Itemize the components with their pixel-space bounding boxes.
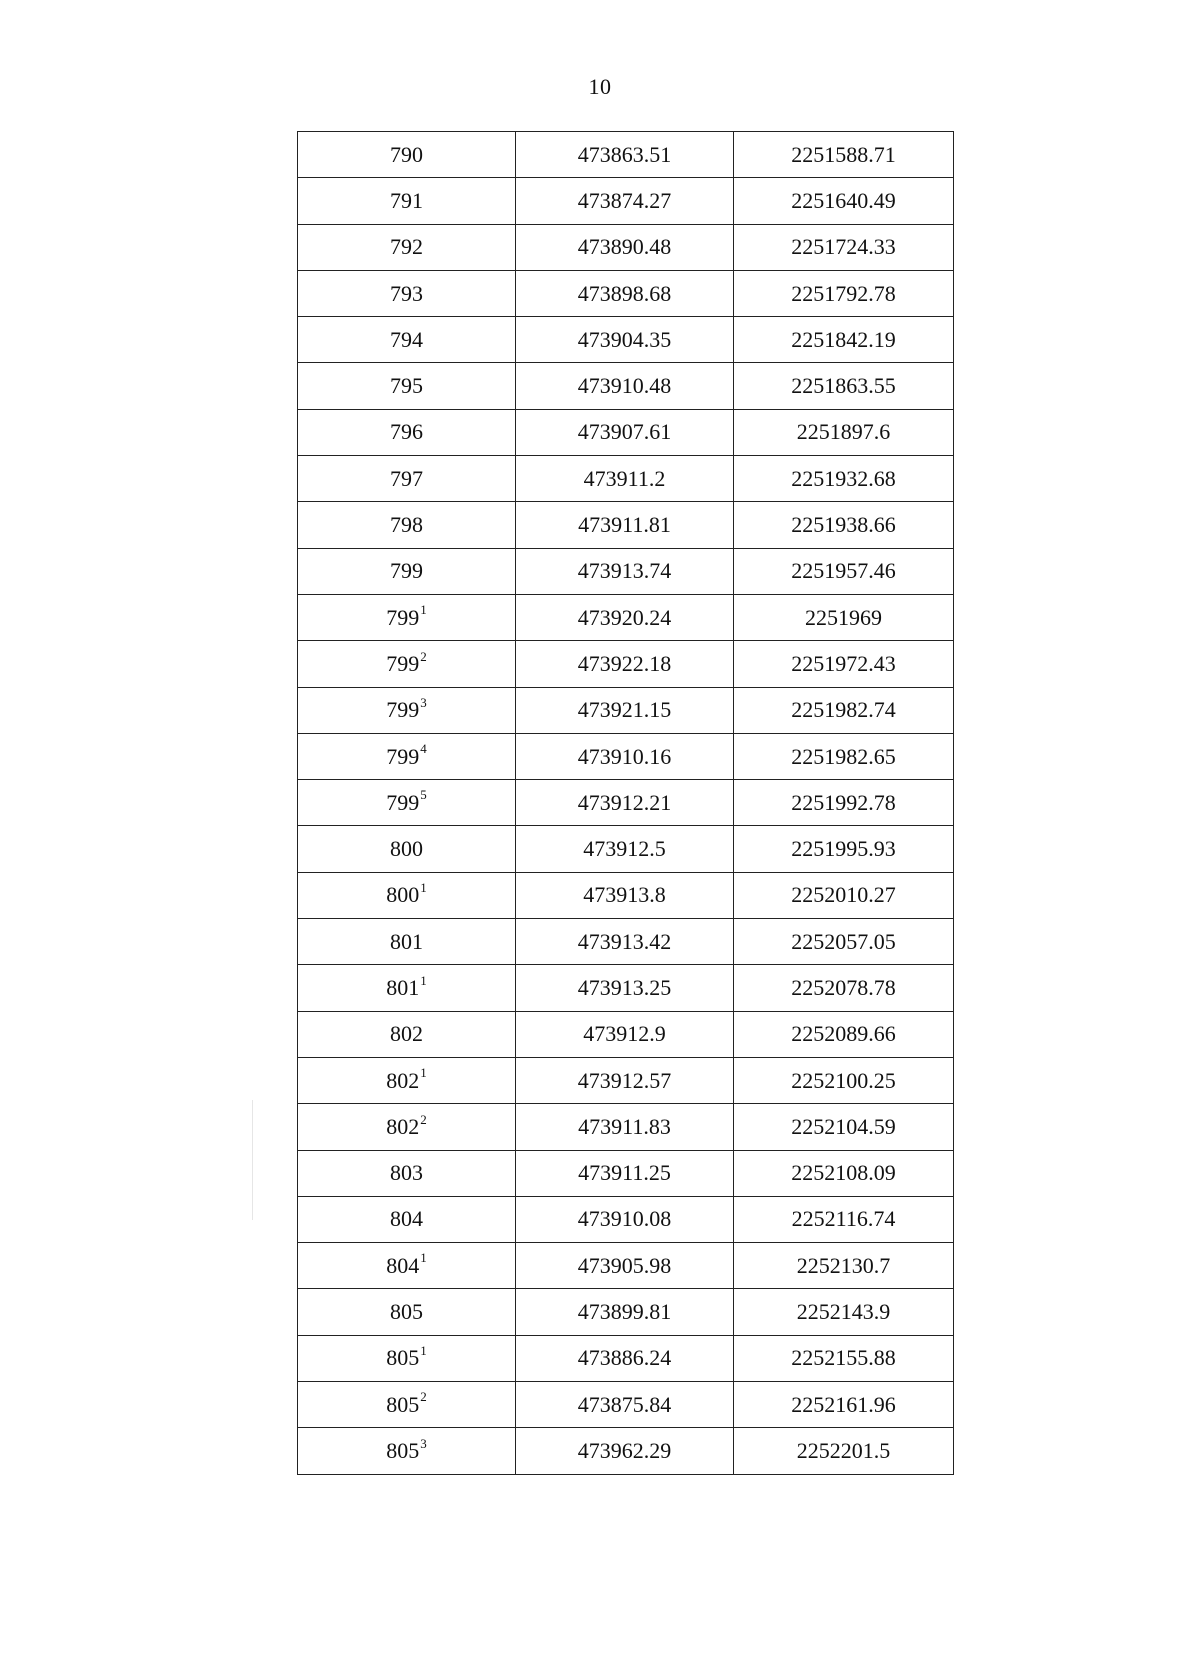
point-number-cell [298,502,516,548]
table-row [298,965,954,1011]
y-coordinate-cell: 2252155.88 [734,1335,954,1381]
point-number-cell [298,1335,516,1381]
x-coordinate-cell: 473863.51 [516,132,734,178]
x-coordinate-cell: 473890.48 [516,224,734,270]
y-coordinate-cell: 2252100.25 [734,1057,954,1103]
point-number: 799 [386,604,420,630]
table-row [298,687,954,733]
point-number: 800 [386,882,420,908]
y-coordinate-cell: 2251957.46 [734,548,954,594]
point-number: 794 [390,326,423,352]
point-number-cell [298,826,516,872]
y-coordinate-cell: 2251982.65 [734,733,954,779]
y-coordinate-cell: 2252078.78 [734,965,954,1011]
point-number: 799 [386,650,420,676]
point-number: 799 [386,789,420,815]
table-row [298,1382,954,1428]
table-row [298,872,954,918]
x-coordinate-cell: 473912.5 [516,826,734,872]
point-suffix: 2 [420,1111,427,1127]
y-coordinate-cell: 2251972.43 [734,641,954,687]
point-number: 804 [390,1206,423,1232]
point-number-cell [298,1150,516,1196]
table-row [298,409,954,455]
table-row [298,1428,954,1474]
table-row [298,780,954,826]
coordinates-table-body [298,132,954,1475]
table-row [298,919,954,965]
point-number: 801 [386,974,420,1000]
table-row [298,270,954,316]
y-coordinate-cell: 2252104.59 [734,1104,954,1150]
point-number: 805 [386,1345,420,1371]
y-coordinate-cell: 2252057.05 [734,919,954,965]
x-coordinate-cell: 473912.57 [516,1057,734,1103]
y-coordinate-cell: 2252143.9 [734,1289,954,1335]
x-coordinate-cell: 473920.24 [516,594,734,640]
point-number-cell [298,1382,516,1428]
point-number-cell [298,317,516,363]
point-suffix: 1 [420,880,427,896]
y-coordinate-cell: 2251842.19 [734,317,954,363]
point-number-cell [298,1104,516,1150]
point-suffix: 1 [420,1065,427,1081]
point-number: 799 [386,743,420,769]
point-number: 799 [386,697,420,723]
table-row [298,1243,954,1289]
point-number-cell [298,733,516,779]
table-row [298,1011,954,1057]
y-coordinate-cell: 2251588.71 [734,132,954,178]
x-coordinate-cell: 473874.27 [516,178,734,224]
x-coordinate-cell: 473911.25 [516,1150,734,1196]
point-number: 792 [390,234,423,260]
table-row [298,1289,954,1335]
x-coordinate-cell: 473886.24 [516,1335,734,1381]
point-number: 801 [390,928,423,954]
x-coordinate-cell: 473910.08 [516,1196,734,1242]
point-number-cell [298,363,516,409]
point-number-cell [298,1428,516,1474]
table-row [298,1057,954,1103]
point-number-cell [298,687,516,733]
x-coordinate-cell: 473912.21 [516,780,734,826]
point-number: 796 [390,419,423,445]
point-number-cell [298,1057,516,1103]
point-suffix: 1 [420,602,427,618]
table-row [298,1335,954,1381]
table-row [298,826,954,872]
point-number-cell [298,780,516,826]
x-coordinate-cell: 473905.98 [516,1243,734,1289]
x-coordinate-cell: 473907.61 [516,409,734,455]
point-number: 793 [390,280,423,306]
y-coordinate-cell: 2252161.96 [734,1382,954,1428]
table-row [298,548,954,594]
point-suffix: 1 [420,972,427,988]
y-coordinate-cell: 2252089.66 [734,1011,954,1057]
x-coordinate-cell: 473913.42 [516,919,734,965]
x-coordinate-cell: 473911.83 [516,1104,734,1150]
point-suffix: 2 [420,648,427,664]
scan-edge-line [252,1100,253,1220]
y-coordinate-cell: 2251995.93 [734,826,954,872]
y-coordinate-cell: 2252010.27 [734,872,954,918]
table-row [298,363,954,409]
table-row [298,1150,954,1196]
y-coordinate-cell: 2251992.78 [734,780,954,826]
point-number-cell [298,1289,516,1335]
table-row [298,178,954,224]
y-coordinate-cell: 2252108.09 [734,1150,954,1196]
y-coordinate-cell: 2251982.74 [734,687,954,733]
table-row [298,502,954,548]
x-coordinate-cell: 473911.2 [516,456,734,502]
point-number: 800 [390,836,423,862]
point-number-cell [298,1011,516,1057]
point-number: 799 [390,558,423,584]
point-suffix: 2 [420,1389,427,1405]
y-coordinate-cell: 2252130.7 [734,1243,954,1289]
point-suffix: 3 [420,1435,427,1451]
x-coordinate-cell: 473875.84 [516,1382,734,1428]
table-row [298,594,954,640]
x-coordinate-cell: 473913.25 [516,965,734,1011]
x-coordinate-cell: 473899.81 [516,1289,734,1335]
point-suffix: 1 [420,1250,427,1266]
point-number-cell [298,872,516,918]
point-suffix: 4 [420,741,427,757]
point-number-cell [298,641,516,687]
point-number: 803 [390,1160,423,1186]
x-coordinate-cell: 473913.8 [516,872,734,918]
table-row [298,317,954,363]
point-number-cell [298,270,516,316]
point-number-cell [298,224,516,270]
y-coordinate-cell: 2252201.5 [734,1428,954,1474]
point-number-cell [298,594,516,640]
point-number: 797 [390,465,423,491]
point-number-cell [298,919,516,965]
y-coordinate-cell: 2251792.78 [734,270,954,316]
y-coordinate-cell: 2251932.68 [734,456,954,502]
x-coordinate-cell: 473910.16 [516,733,734,779]
table-row [298,132,954,178]
x-coordinate-cell: 473921.15 [516,687,734,733]
point-number-cell [298,456,516,502]
table-row [298,456,954,502]
page-number: 10 [588,74,612,99]
point-number-cell [298,965,516,1011]
point-number: 802 [386,1067,420,1093]
point-number: 804 [386,1252,420,1278]
x-coordinate-cell: 473910.48 [516,363,734,409]
table-row [298,641,954,687]
point-number-cell [298,1243,516,1289]
point-number: 802 [390,1021,423,1047]
y-coordinate-cell: 2251969 [734,594,954,640]
y-coordinate-cell: 2251863.55 [734,363,954,409]
y-coordinate-cell: 2251897.6 [734,409,954,455]
point-number-cell [298,178,516,224]
point-number: 802 [386,1113,420,1139]
x-coordinate-cell: 473912.9 [516,1011,734,1057]
point-number: 791 [390,187,423,213]
point-suffix: 3 [420,694,427,710]
point-number: 805 [386,1391,420,1417]
point-number-cell [298,548,516,594]
coordinates-table [297,131,954,1475]
y-coordinate-cell: 2252116.74 [734,1196,954,1242]
point-number: 798 [390,512,423,538]
x-coordinate-cell: 473911.81 [516,502,734,548]
x-coordinate-cell: 473898.68 [516,270,734,316]
x-coordinate-cell: 473922.18 [516,641,734,687]
point-suffix: 5 [420,787,427,803]
table-row [298,224,954,270]
x-coordinate-cell: 473904.35 [516,317,734,363]
x-coordinate-cell: 473962.29 [516,1428,734,1474]
point-number-cell [298,132,516,178]
point-number-cell [298,1196,516,1242]
point-number-cell [298,409,516,455]
point-number: 805 [386,1437,420,1463]
table-row [298,1104,954,1150]
point-number: 790 [390,141,423,167]
y-coordinate-cell: 2251640.49 [734,178,954,224]
x-coordinate-cell: 473913.74 [516,548,734,594]
table-row [298,733,954,779]
table-row [298,1196,954,1242]
y-coordinate-cell: 2251938.66 [734,502,954,548]
point-number: 795 [390,373,423,399]
point-suffix: 1 [420,1343,427,1359]
point-number: 805 [390,1299,423,1325]
y-coordinate-cell: 2251724.33 [734,224,954,270]
